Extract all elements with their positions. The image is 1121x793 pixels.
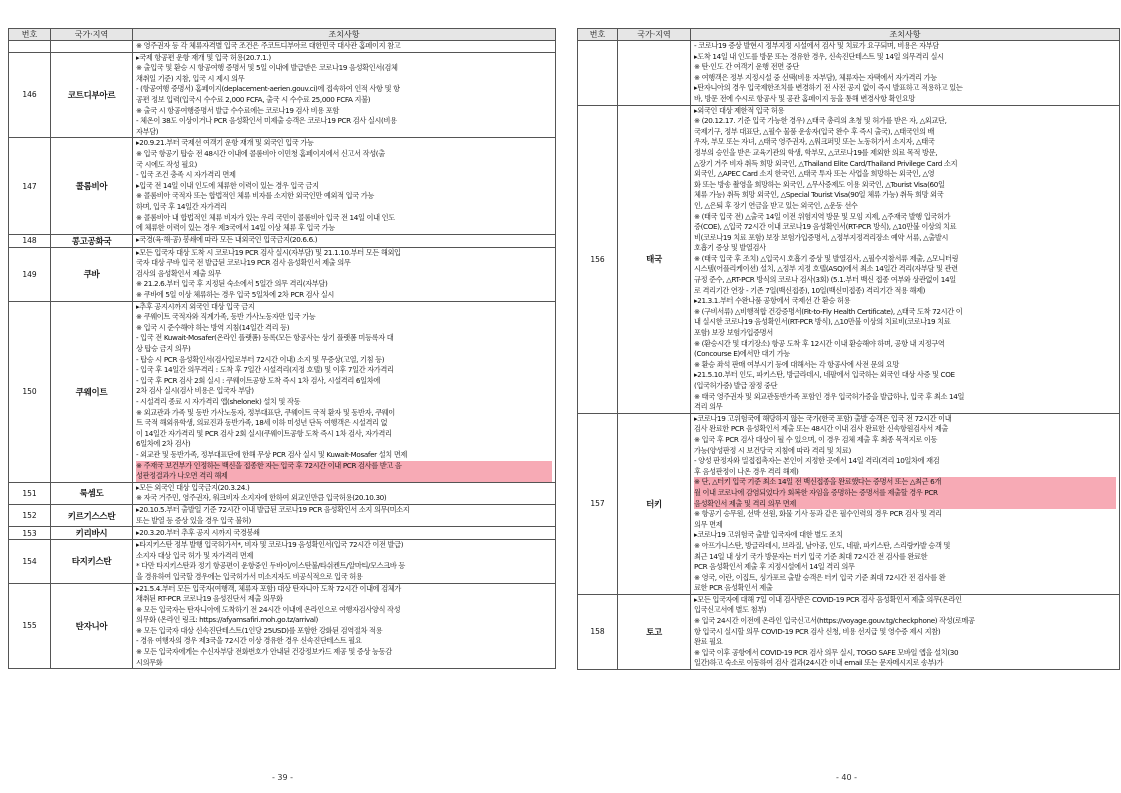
measure-line: ▸모든 입국자에 대해 7일 이내 검사받은 COVID-19 PCR 검사 음성확인서 제출 의무(온라인: [694, 594, 962, 604]
measure-line: (Concourse E)에서만 대기 가능: [694, 349, 790, 359]
row-number: 146: [9, 52, 51, 138]
row-number: 149: [9, 247, 51, 301]
measure-cell: [691, 413, 1120, 594]
measure-cell: [133, 52, 556, 138]
page-number-right: - 40 -: [836, 773, 858, 782]
measure-line: ※ (환승시간 및 대기장소) 항공 도착 후 12시간 이내 환승해야 하며, 공항 내 지정구역: [694, 338, 945, 348]
measure-line: 료한 PCR 음성확인서 제출: [694, 583, 773, 593]
measure-line: 검사 완료한 PCR 음성확인서 제출 또는 48시간 이내 검사 완료한 신속항원검사서 제출: [694, 424, 949, 434]
measure-line: 또는 발열 등 증상 있을 경우 입국 불허): [136, 515, 251, 525]
measure-line: - 양성 판정자와 밀접접촉자는 본인이 지정한 곳에서 14일 격리(격리 10일차에 재검: [694, 456, 940, 466]
country-name: 토고: [618, 594, 691, 669]
measure-line: 소지자 대상 입국 허가 및 자가격리 면제: [136, 550, 254, 560]
measure-line: 우자, 부모 또는 자녀, △태국 영주권자, △워크퍼밋 또는 노동허가서 소지자, △태국: [694, 137, 935, 147]
measure-cell: [133, 504, 556, 526]
highlighted-measure-line: 음성확인서 제출 및 격리 의무 면제: [694, 499, 1116, 510]
measure-cell: [133, 138, 556, 234]
measure-cell: [133, 583, 556, 669]
measure-line: 완료 필요: [694, 637, 723, 647]
measure-line: ※ 21.2.6.부터 입국 후 지정된 숙소에서 5일간 의무 격리(자부담): [136, 279, 328, 289]
country-name: 코트디부아르: [51, 52, 133, 138]
measure-line: ※ 모든 입국자에게는 수신자부담 전화번호가 안내된 건강정보카드 제공 및 증상 능동감: [136, 647, 392, 657]
country-name: [618, 41, 691, 106]
measure-line: 외국인, △APEC Card 소지 한국인, △태국 투자 또는 사업을 희망하는 외국인, △영: [694, 169, 935, 179]
measure-line: ※ 아프가니스탄, 방글라데시, 브라질, 남아공, 인도, 네팔, 파키스탄, 스리랑카발 승객 및: [694, 540, 951, 550]
measure-line: ※ 여행객은 정부 지정시설 중 선택(비용 자부담), 체류자는 자택에서 자가격리 가능: [694, 72, 937, 82]
measure-line: 일간)하고 숙소로 이동하여 검사 결과(24시간 이내 email 또는 문자메시지로 송부)가: [694, 658, 944, 668]
measure-cell: [133, 234, 556, 247]
measure-line: ※ 외교관과 가족 및 동반 가사노동자, 정부대표단, 쿠웨이트 국적 환자 및 동반자, 쿠웨이: [136, 407, 395, 417]
measure-line: ▸20.10.5.부터 출발일 기준 72시간 이내 발급된 코로나19 PCR 음성확인서 소지 의무(미소지: [136, 504, 410, 514]
measure-line: 국 시에도 작성 필요): [136, 159, 198, 169]
measures-table-right: [577, 28, 1120, 670]
page-39: [8, 28, 556, 669]
measure-line: 국자 대상 쿠바 입국 전 발급된 코로나19 PCR 검사 음성확인서 제출 의무: [136, 258, 351, 268]
row-number: 156: [578, 105, 618, 413]
row-number: 147: [9, 138, 51, 234]
measure-cell: [133, 247, 556, 301]
measure-line: ▸추후 공지시까지 외국인 대상 입국 금지: [136, 301, 255, 311]
table-row: [9, 247, 556, 301]
highlighted-measure-line: ※ 주재국 보건부가 인정하는 백신을 접종한 자는 입국 후 72시간 이내 PCR 검사를 받고 음: [136, 461, 552, 472]
measure-line: 격리 의무: [694, 402, 723, 412]
measure-cell: [133, 41, 556, 53]
measure-line: - 탑승 시 PCR 음성확인서(검사일로부터 72시간 이내) 소지 및 무증상(고열, 기침 등): [136, 354, 385, 364]
measure-line: ※ (구비서류) △비행적합 건강증명서(Fit-to-Fly Health Certificate), △태국 도착 72시간 이: [694, 306, 963, 316]
table-row: [578, 41, 1120, 106]
measure-line: 하며, 입국 후 14일간 자가격리: [136, 201, 227, 211]
country-name: [51, 41, 133, 53]
measure-line: ▸국제 항공편 운항 재개 및 입국 허용(20.7.1.): [136, 52, 271, 62]
measure-line: (입국허가증) 발급 잠정 중단: [694, 381, 778, 390]
measure-line: 검사의 음성확인서 제출 의무: [136, 268, 221, 278]
measure-line: - (항공여행 증명서) 홈페이지(deplacement-aerien.gouv.ci)에 접속하여 인적 사항 및 항: [136, 84, 400, 94]
row-number: 152: [9, 504, 51, 526]
measure-line: ▸외국인 대상 제한적 입국 허용: [694, 105, 785, 115]
measure-line: 이 14일간 자가격리 및 PCR 검사 2회 실시(쿠웨이트공항 도착 즉시 1차 검사, 자가격리: [136, 428, 392, 438]
measure-line: ▸21.3.1.부터 수완나품 공항에서 국제선 간 환승 허용: [694, 296, 851, 306]
measure-line: ▸코로나19 고위험국에 해당하지 않는 국가(한국 포함) 출발 승객은 입국 전 72시간 이내: [694, 413, 952, 423]
measure-line: ※ 항공기 승무원, 선박 선원, 화물 기사 등과 같은 필수인력의 경우 PCR 검사 및 격리: [694, 509, 942, 519]
measure-line: ※ 입국 24시간 이전에 온라인 입국신고서(https://voyage.gouv.tg/checkphone) 작성(로메공: [694, 616, 975, 626]
measure-line: ※ 영국, 이란, 이집트, 싱가포르 출발 승객은 터키 입국 기준 최대 72시간 전 검사를 완: [694, 572, 946, 582]
measure-line: ▸20.3.20.부터 추후 공지 시까지 국경봉쇄: [136, 527, 260, 537]
measure-line: ▸국경(육·해·공) 봉쇄에 따라 모든 내외국인 입국금지(20.6.6.): [136, 235, 318, 245]
header-measure: 조치사항: [133, 29, 556, 41]
measure-cell: [691, 41, 1120, 106]
country-name: 터키: [618, 413, 691, 594]
measure-line: ※ 환승 좌석 판매 여부시기 등에 대해서는 각 항공사에 사전 문의 요망: [694, 359, 899, 369]
country-name: 콩고공화국: [51, 234, 133, 247]
measure-cell: [133, 540, 556, 583]
measure-line: 에 체류한 이력이 있는 경우 제3국에서 14일 이상 체류 후 입국 가능: [136, 223, 335, 233]
highlighted-measure-line: 성판정결과가 나오면 격리 해제: [136, 471, 552, 482]
row-number: [9, 41, 51, 53]
table-row: [9, 234, 556, 247]
measure-line: * 다만 타지키스탄과 정기 항공편이 운항중인 두바이/이스탄불/타쉬켄트/알마티/모스크바 등: [136, 561, 406, 571]
table-header: [578, 29, 1120, 41]
measure-line: ※ 영주권자 등 각 체류자격별 입국 조건은 주코트디부아르 대한민국 대사관 홈페이지 참고: [136, 41, 401, 50]
table-row: [9, 301, 556, 482]
measure-line: ▸코로나19 고위험국 출발 입국자에 대한 별도 조치: [694, 530, 843, 540]
measure-line: 증(COE), △입국 72시간 이내 코로나19 음성확인서(RT-PCR 방식), △10만불 이상의 치료: [694, 222, 957, 232]
table-row: [9, 583, 556, 669]
measure-line: ※ (태국 입국 후 조치) △입국시 호흡기 증상 및 발열검사, △필수지참서류 제출, △모니터링: [694, 253, 959, 263]
measure-line: 화 또는 방송 촬영을 희망하는 외국인, △무사증제도 이용 외국인, △Tourist Visa(60일: [694, 179, 945, 189]
measure-line: ▸입국 전 14일 이내 인도에 체류한 이력이 있는 경우 입국 금지: [136, 180, 319, 190]
country-name: 키리바시: [51, 527, 133, 540]
measure-line: ※ 모든 입국자는 탄자니아에 도착하기 전 24시간 이내에 온라인으로 여행자검사양식 작성: [136, 604, 401, 614]
table-row: [9, 52, 556, 138]
measure-line: 시스템(어플리케이션) 설치, △정부 지정 호텔(ASQ)에서 최소 14일간 격리(자부담 및 관련: [694, 264, 958, 274]
measure-line: ※ 입국 후 PCR 검사 대상이 될 수 있으며, 이 경우 검체 제출 후 최종 목적지로 이동: [694, 434, 938, 444]
measure-line: 상 탑승 금지 의무): [136, 344, 191, 354]
measure-line: 호흡기 증상 및 발열검사: [694, 243, 766, 253]
table-row: [9, 504, 556, 526]
measure-line: ▸21.5.10.부터 인도, 파키스탄, 방글라데시, 네팔에서 입국하는 외국인 대상 사증 및 COE: [694, 370, 955, 380]
measure-line: - 코로나19 증상 발현시 정부지정 시설에서 검사 및 치료가 요구되며, 비용은 자부담: [694, 41, 939, 50]
header-no: 번호: [9, 29, 51, 41]
table-row: [578, 105, 1120, 413]
measure-line: PCR 음성확인서 제출 후 지정시설에서 14일 격리 의무: [694, 562, 855, 572]
table-row: [578, 413, 1120, 594]
measure-line: 내 실시한 코로나19 음성확인서(RT-PCR 방식), △10만불 이상의 치료비(코로나19 치료: [694, 317, 951, 327]
table-row: [9, 482, 556, 504]
measure-line: ▸21.5.4.부터 모든 입국자(여행객, 체류자 포함) 대상 탄자니아 도착 72시간 이내에 검체가: [136, 583, 401, 593]
measure-line: - 체온이 38도 이상이거나 PCR 음성확인서 미제출 승객은 코로나19 PCR 검사 실시(비용: [136, 116, 397, 126]
measure-line: 항 입국시 실시할 의무 COVID-19 PCR 검사 신청, 비용 선지급 및 영수증 제시 지참): [694, 626, 941, 636]
measure-line: ※ (태국 입국 전) △출국 14일 이전 위험지역 방문 및 모임 지제, △주재국 발행 입국허가: [694, 211, 951, 221]
measure-line: ▸탄자니아의 경우 입국제한조치를 변경하기 전 사전 공지 없이 즉시 발표하고 적용하고 있는: [694, 83, 963, 93]
measure-line: ※ 출입국 및 환승 시 항공여행 증명서 및 5일 이내에 발급받은 코로나19 음성확인서(검체: [136, 63, 398, 73]
measure-line: ▸모든 외국인 대상 입국금지(20.3.24.): [136, 482, 250, 492]
country-name: 탄자니아: [51, 583, 133, 669]
header-measure: 조치사항: [691, 29, 1120, 41]
measure-line: 입국신고서에 별도 첨부): [694, 605, 767, 615]
measure-line: - 외교관 및 동반가족, 정부대표단에 한해 무상 PCR 검사 실시 및 Kuwait-Mosafer 설치 면제: [136, 449, 408, 459]
measure-line: 포함) 보장 보험가입증명서: [694, 328, 773, 338]
row-number: [578, 41, 618, 106]
country-name: 쿠바: [51, 247, 133, 301]
row-number: 153: [9, 527, 51, 540]
table-header: [9, 29, 556, 41]
measure-cell: [691, 105, 1120, 413]
measure-line: 가능(양성판정 시 보건당국 지침에 따라 격리 및 치료): [694, 445, 851, 455]
row-number: 155: [9, 583, 51, 669]
measure-line: ※ 쿠웨이트 국적자와 직계가족, 동반 가사노동자만 입국 가능: [136, 312, 316, 322]
table-row: [9, 138, 556, 234]
row-number: 148: [9, 234, 51, 247]
measure-line: 후 음성판정이 나온 경우 격리 해제): [694, 466, 799, 476]
measures-table-left: [8, 28, 556, 669]
measure-line: - 입국 전 Kuwait-Mosafer(온라인 플랫폼) 등록(모든 항공사는 상기 플랫폼 미등록자 대: [136, 333, 394, 343]
header-country: 국가·지역: [51, 29, 133, 41]
measure-line: ▸도착 14일 내 인도를 방문 또는 경유한 경우, 신속진단테스트 및 14일 의무격리 실시: [694, 51, 944, 61]
measure-line: 6일차에 2차 검사): [136, 439, 191, 449]
table-row: [9, 527, 556, 540]
country-name: 타지키스탄: [51, 540, 133, 583]
measure-line: 시의무화: [136, 657, 163, 667]
measure-line: 정부의 승인을 받은 교육기관의 학생, 학부모, △코로나19를 제외한 의료 목적 방문,: [694, 147, 938, 157]
row-number: 150: [9, 301, 51, 482]
measure-line: ▸모든 입국자 대상 도착 시 코로나19 PCR 검사 실시(자부담) 및 21.1.10.부터 모든 해외입: [136, 247, 401, 257]
measure-line: ▸20.9.21.부터 국제선 여객기 운항 재개 및 외국인 입국 가능: [136, 138, 314, 148]
row-number: 151: [9, 482, 51, 504]
measure-line: ※ 입국 시 준수해야 하는 방역 지침(14일간 격리 등): [136, 322, 290, 332]
measure-line: 체류 가능) 취득 희망 외국인, △Special Tourist Visa(90일 체류 가능) 취득 희망 외국: [694, 190, 944, 200]
highlighted-measure-line: ※ 단, △터키 입국 기준 최소 14일 전 백신접종을 완료했다는 증명서 또는 △최근 6개: [694, 477, 1116, 488]
country-name: 콜롬비아: [51, 138, 133, 234]
measure-cell: [133, 482, 556, 504]
page-number-left: - 39 -: [272, 773, 294, 782]
row-number: 158: [578, 594, 618, 669]
measure-cell: [133, 301, 556, 482]
measure-line: 채취된 RT-PCR 코로나19 음성진단서 제출 의무화: [136, 594, 283, 604]
measure-line: ※ 콜롬비아 내 합법적인 체류 비자가 있는 우리 국민이 콜롬비아 입국 전 14일 이내 인도: [136, 212, 395, 222]
measure-line: ※ 자국 거주민, 영주권자, 워크비자 소지자에 한하여 외교인만큼 입국허용(20.10.30): [136, 493, 387, 503]
measure-line: 로 격리기간 연장 - 기존 7일(백신접종), 10일(백신미접종) 격리기간 적용 해제): [694, 285, 926, 295]
header-country: 국가·지역: [618, 29, 691, 41]
measure-line: 공편 정보 입력(입국시 수수료 2,000 FCFA, 출국 시 수수료 25,000 FCFA 지불): [136, 94, 371, 104]
measure-line: ※ (20.12.17. 기준 입국 가능한 경우) △태국 총리의 초청 및 허가를 받은 자, △외교단,: [694, 116, 947, 126]
measure-line: ※ 입국 이후 공항에서 COVID-19 PCR 검사 의무 실시, TOGO SAFE 모바일 앱을 설치(30: [694, 647, 959, 657]
measure-line: - 입국 조건 충족 시 자가격리 면제: [136, 170, 236, 180]
measure-line: 트 국적 해외유학생, 의료진과 동반가족, 18세 이하 미성년 단독 여행객은 시설격리 없: [136, 418, 388, 428]
measure-cell: [133, 527, 556, 540]
measure-line: ▸타지키스탄 정부 발행 입국허가서*, 비자 및 코로나19 음성확인서(입국 72시간 이전 발급): [136, 540, 404, 550]
country-name: 룩셈도: [51, 482, 133, 504]
table-row: [9, 41, 556, 53]
page-40: [577, 28, 1120, 670]
table-row: [578, 594, 1120, 669]
measure-line: 자부담): [136, 126, 159, 136]
measure-line: ※ 탄·인도 간 여객기 운행 전면 중단: [694, 62, 799, 72]
measure-line: - 시설격리 종료 시 자가격리 앱(shelonek) 설치 및 작동: [136, 397, 301, 406]
measure-line: 의무 면제: [694, 519, 723, 529]
measure-line: ※ 태국 영주권자 및 외교관동반가족 포함인 경우 입국허가증을 발급하나, 입국 후 최소 14일: [694, 391, 965, 401]
measure-line: ※ 모든 입국자 대상 신속진단테스트(1인당 25USD)를 포함한 강화된 검역절차 적용: [136, 625, 383, 635]
measure-line: - 입국 후 PCR 검사 2회 실시 : 쿠웨이트공항 도착 즉시 1차 검사, 시설격리 6일차에: [136, 375, 380, 385]
country-name: 쿠웨이트: [51, 301, 133, 482]
measure-line: 인, △은퇴 후 장기 연금을 받고 있는 외국인, △운동 선수: [694, 200, 858, 210]
measure-line: 채취일 기준) 지참, 입국 시 제시 의무: [136, 73, 245, 83]
measure-line: △장기 거주 비자 취득 희망 외국인, △Thailand Elite Card/Thailand Privilege Card 소지: [694, 158, 958, 168]
header-no: 번호: [578, 29, 618, 41]
measure-line: 바, 방문 전에 수시로 항공사 및 공관 홈페이지 등을 통해 변경사항 확인요망: [694, 93, 916, 103]
measure-line: - 입국 후 14일간 의무격리 : 도착 후 7일간 시설격리(지정 호텔) 및 이후 7일간 자가격리: [136, 365, 394, 375]
country-name: 키르기스스탄: [51, 504, 133, 526]
highlighted-measure-line: 월 이내 코로나에 감염되었다가 회복한 자임을 증명하는 증명서를 제출할 경우 PCR: [694, 488, 1116, 499]
measure-line: ※ 출국 시 항공여행증명서 발급 수수료에는 코로나19 검사 비용 포함: [136, 105, 339, 115]
row-number: 154: [9, 540, 51, 583]
measure-line: 규정 준수, △RT-PCR 방식의 코로나 검사(3회) (5.1.부터 백신 접종 여부와 상관없이 14일: [694, 275, 956, 285]
measure-line: ※ 입국 항공기 탑승 전 48시간 이내에 콜롬비아 이민청 홈페이지에서 신고서 작성(출: [136, 148, 385, 158]
measure-line: - 경유 여행자의 경우 제3국을 72시간 이상 경유한 경우 신속진단테스트 필요: [136, 636, 362, 646]
measure-line: 의무화 (온라인 링크: https://afyamsafiri.moh.go.tz/arrival): [136, 615, 318, 625]
measure-line: 2차 검사 실시(검사 비용은 입국자 부담): [136, 386, 254, 396]
measure-line: ※ 쿠바에 5일 이상 체류하는 경우 입국 5일차에 2차 PCR 검사 실시: [136, 290, 334, 300]
measure-line: ※ 콜롬비아 국적자 또는 합법적인 체류 비자를 소지한 외국인만 예외적 입국 가능: [136, 191, 374, 201]
measure-line: 국제기구, 정부 대표단, △필수 물품 운송자(입국 완수 후 즉시 출국), △태국인의 배: [694, 126, 935, 136]
measure-line: 비(코로나19 치료 포함) 보장 보험가입증명서, △정부지정격리장소 예약 서류, △출발시: [694, 232, 949, 242]
table-row: [9, 540, 556, 583]
measure-line: 을 경유하여 입국할 경우에는 입국허가서 미소지자도 비공식적으로 입국 허용: [136, 571, 363, 581]
measure-cell: [691, 594, 1120, 669]
measure-line: 최근 14일 내 상기 국가 방문자는 터키 입국 기준 최대 72시간 전 검사를 완료한: [694, 551, 928, 561]
country-name: 태국: [618, 105, 691, 413]
row-number: 157: [578, 413, 618, 594]
